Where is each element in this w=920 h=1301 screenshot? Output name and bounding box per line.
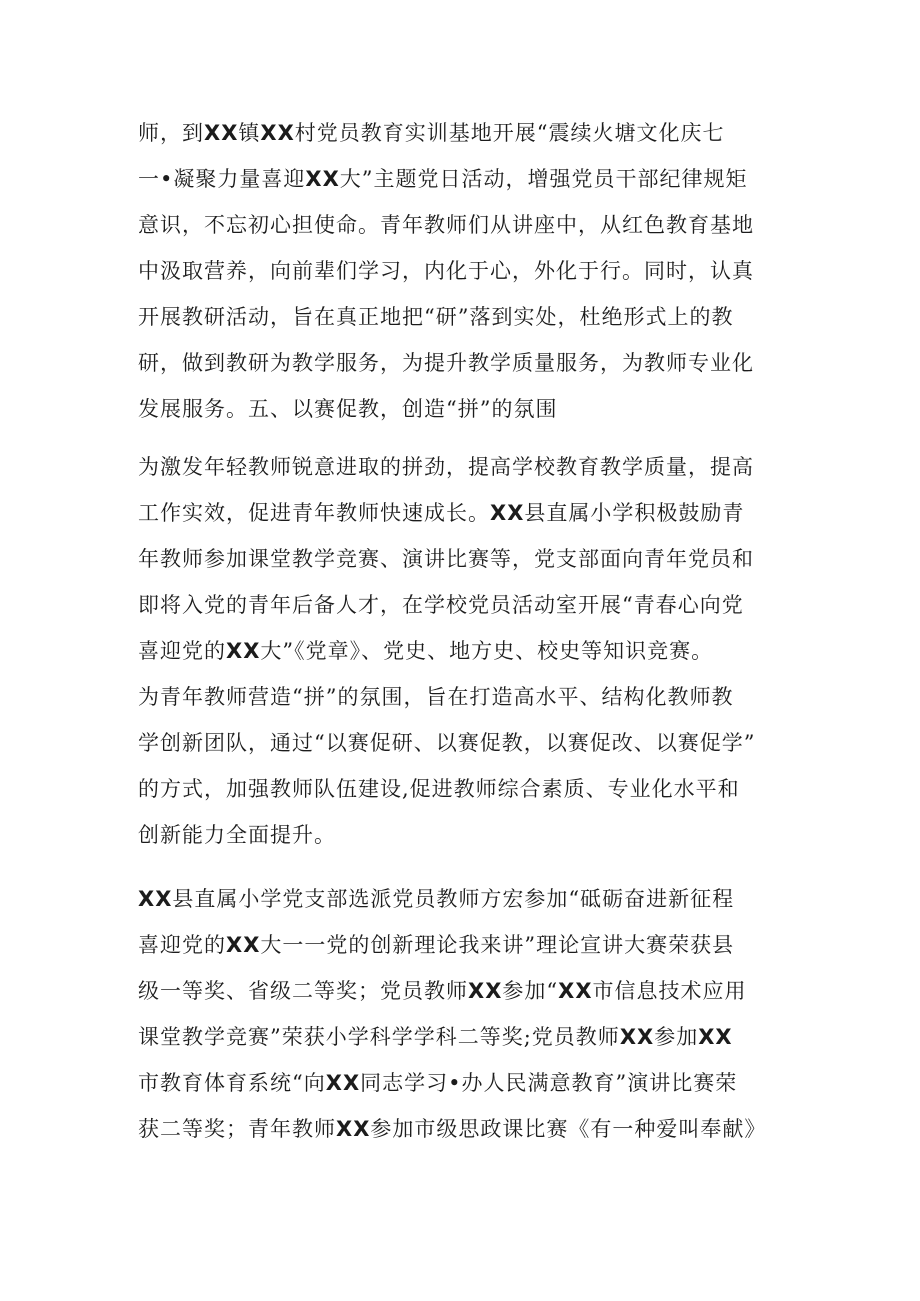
text-line: 喜迎党的XX大”《党章》、党史、地方史、校史等知识竞赛。 [138, 639, 714, 663]
text-line: 获二等奖；青年教师XX参加市级思政课比赛《有一种爱叫奉献》 [138, 1117, 767, 1141]
text-line: 为激发年轻教师锐意进取的拼劲，提高学校教育教学质量，提高 [138, 455, 754, 479]
text-line: 中汲取营养，向前辈们学习，内化于心，外化于行。同时，认真 [138, 259, 754, 283]
text-line: 级一等奖、省级二等奖；党员教师XX参加“XX市信息技术应用 [138, 979, 747, 1003]
text-line: 年教师参加课堂教学竞赛、演讲比赛等，党支部面向青年党员和 [138, 547, 754, 571]
text-line: 创新能力全面提升。 [138, 823, 336, 847]
text-line: 课堂教学竞赛”荣获小学科学学科二等奖;党员教师XX参加XX [138, 1025, 733, 1049]
text-line: XX县直属小学党支部选派党员教师方宏参加“砥砺奋进新征程 [138, 887, 735, 911]
text-line: 师，到XX镇XX村党员教育实训基地开展“震续火塘文化庆七 [138, 121, 725, 145]
text-line: 市教育体育系统“向XX同志学习•办人民满意教育”演讲比赛荣 [138, 1071, 738, 1095]
paragraph-2 [138, 444, 798, 858]
text-line: 的方式，加强教师队伍建设,促进教师综合素质、专业化水平和 [138, 777, 740, 801]
text-line: 工作实效，促进青年教师快速成长。XX县直属小学积极鼓励青 [138, 501, 745, 525]
text-line: 喜迎党的XX大一一党的创新理论我来讲”理论宣讲大赛荣获县 [138, 933, 735, 957]
text-line: 发展服务。五、以赛促教，创造“拼”的氛围 [138, 397, 558, 421]
text-line: 为青年教师营造“拼”的氛围，旨在打造高水平、结构化教师教 [138, 685, 734, 709]
paragraph-1 [138, 110, 798, 432]
text-line: 开展教研活动，旨在真正地把“研”落到实处，杜绝形式上的教 [138, 305, 734, 329]
text-line: 一•凝聚力量喜迎XX大”主题党日活动，增强党员干部纪律规矩 [138, 167, 748, 191]
text-line: 研，做到教研为教学服务，为提升教学质量服务，为教师专业化 [138, 351, 754, 375]
text-line: 学创新团队，通过“以赛促研、以赛促教，以赛促改、以赛促学” [138, 731, 756, 755]
text-line: 意识，不忘初心担使命。青年教师们从讲座中，从红色教育基地 [138, 213, 754, 237]
paragraph-3 [138, 876, 798, 1152]
text-line: 即将入党的青年后备人才，在学校党员活动室开展“青春心向党 [138, 593, 744, 617]
